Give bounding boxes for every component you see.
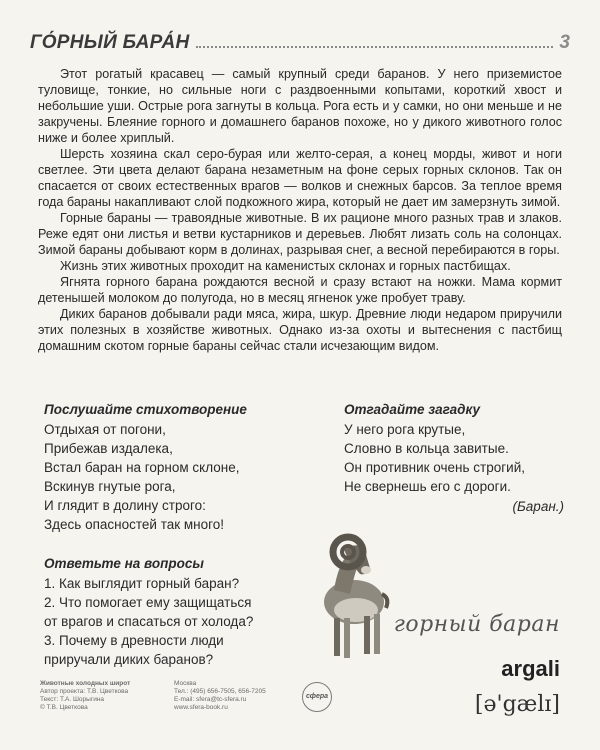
riddle-line: Не свернешь его с дороги. xyxy=(344,479,511,494)
article-body xyxy=(38,66,562,354)
poem-line: Отдыхая от погони, xyxy=(44,422,166,437)
vocab-cursive: горный баран xyxy=(393,612,560,637)
poem-line: Вскинув гнутые рога, xyxy=(44,479,176,494)
paragraph: Горные бараны — травоядные животные. В их рационе много разных трав и злаков. Реже едят они листья и ветви кустарников и деревьев. Любят лизать соль на солонцах. Зимой бараны добывают корм в долинах, разрывая снег, а весной перебираются в горы. xyxy=(38,211,562,257)
paragraph: Диких баранов добывали ради мяса, жира, шкур. Древние люди недаром приручили этих полезных в хозяйстве животных. Однако из-за охоты и вытеснения с пастбищ домашним скотом горные бараны сейчас стали исчезающим видом. xyxy=(38,307,562,353)
page-number: 3 xyxy=(559,32,570,53)
footer-series: Животные холодных широт xyxy=(40,680,131,687)
poem-line: Прибежав издалека, xyxy=(44,441,173,456)
question-line: 1. Как выглядит горный баран? xyxy=(44,576,240,591)
poem-line: Здесь опасностей так много! xyxy=(44,517,225,532)
footer-line: Автор проекта: Т.В. Цветкова xyxy=(40,688,129,695)
page-title: ГО́РНЫЙ БАРА́Н xyxy=(30,32,190,53)
riddle-line: Он противник очень строгий, xyxy=(344,460,525,475)
paragraph: Шерсть хозяина скал серо-бурая или желто-серая, а конец морды, живот и ноги светлее. Эти цвета делают барана незаметным на фоне серых горных склонов. Так он спасается от своих естественных врагов — волков и снежных барсов. За теплое время года бараны накапливают слой подкожного жира, который не дает им замерзнуть зимой. xyxy=(38,147,562,209)
footer-credits xyxy=(40,680,160,712)
argali-illustration xyxy=(304,510,394,665)
footer-contacts xyxy=(174,680,284,712)
page-header xyxy=(30,28,570,54)
question-line: приручали диких баранов? xyxy=(44,652,214,667)
poem-section xyxy=(44,400,324,534)
riddle-answer: (Баран.) xyxy=(512,499,564,514)
questions-heading: Ответьте на вопросы xyxy=(44,556,204,571)
vocab-english: argali xyxy=(501,656,560,681)
footer-line: © Т.В. Цветкова xyxy=(40,704,88,711)
vocab-transcription: [ə'gælɪ] xyxy=(474,692,560,717)
footer-line: Тел.: (495) 656-7505, 656-7205 xyxy=(174,688,266,695)
paragraph: Ягнята горного барана рождаются весной и сразу встают на ножки. Мама кормит детенышей молоком до полугода, но в месяц ягненок уже пробует траву. xyxy=(38,275,562,305)
riddle-section xyxy=(344,400,564,516)
paragraph: Этот рогатый красавец — самый крупный среди баранов. У него приземистое туловище, тонкие, но сильные ноги с раздвоенными копытами, короткий хвост и небольшие уши. Острые рога загнуты в кольца. Рога есть и у самки, но они меньше и не закручены. Блеяние горного и домашнего баранов похоже, но у дикого животного голос ниже и более хриплый. xyxy=(38,67,562,145)
riddle-line: Словно в кольца завитые. xyxy=(344,441,509,456)
riddle-line: У него рога крутые, xyxy=(344,422,466,437)
poem-line: Встал баран на горном склоне, xyxy=(44,460,240,475)
poem-line: И глядит в долину строго: xyxy=(44,498,206,513)
footer xyxy=(40,680,420,730)
footer-line: Текст: Т.А. Шорыгина xyxy=(40,696,105,703)
poem-heading: Послушайте стихотворение xyxy=(44,402,247,417)
question-line: от врагов и спасаться от холода? xyxy=(44,614,254,629)
publisher-logo: сфера xyxy=(302,682,332,712)
dotted-leader xyxy=(196,46,554,48)
question-line: 3. Почему в древности люди xyxy=(44,633,224,648)
footer-line: E-mail: sfera@tc-sfera.ru xyxy=(174,696,247,703)
questions-section xyxy=(44,554,304,669)
question-line: 2. Что помогает ему защищаться xyxy=(44,595,252,610)
riddle-heading: Отгадайте загадку xyxy=(344,402,481,417)
paragraph: Жизнь этих животных проходит на каменистых склонах и горных пастбищах. xyxy=(60,259,511,273)
footer-line: Москва xyxy=(174,680,197,687)
footer-line: www.sfera-book.ru xyxy=(174,704,228,711)
